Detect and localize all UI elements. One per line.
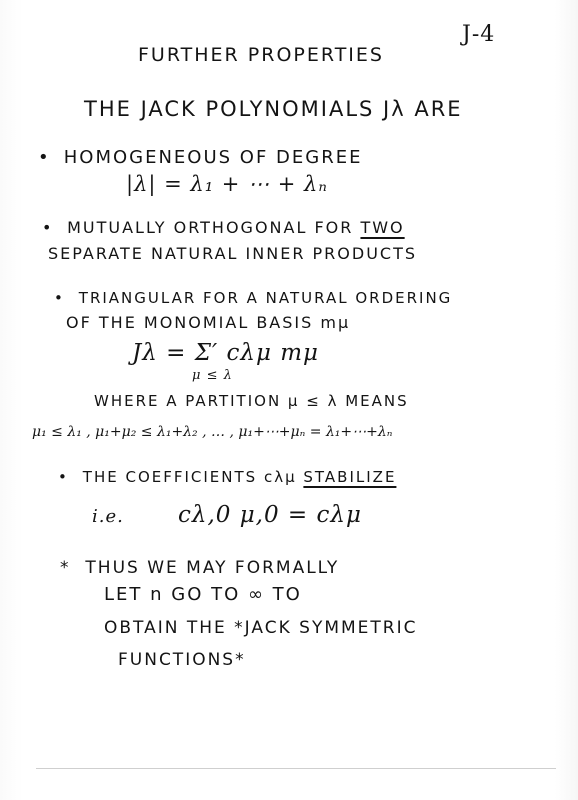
intro-line: THE JACK POLYNOMIALS Jλ ARE (84, 97, 463, 121)
homogeneous-text: HOMOGENEOUS OF DEGREE (63, 147, 363, 168)
thus-line-4: FUNCTIONS* (118, 650, 246, 670)
thus-line-3: OBTAIN THE *JACK SYMMETRIC (104, 618, 418, 638)
monomial-basis-text: OF THE MONOMIAL BASIS mμ (66, 313, 351, 332)
bullet-marker: • (38, 147, 51, 168)
bullet-coefficients (58, 468, 396, 486)
stabilize-emphasis: STABILIZE (303, 468, 397, 486)
bullet-marker: • (54, 289, 65, 307)
dominance-conditions: μ₁ ≤ λ₁ , μ₁+μ₂ ≤ λ₁+λ₂ , … , μ₁+⋯+μₙ = λ₁+⋯+λₙ (32, 424, 393, 440)
jack-expansion-formula: Jλ = Σ′ cλμ mμ (132, 340, 319, 366)
coefficients-text: THE COEFFICIENTS cλμ (82, 468, 304, 486)
stabilize-formula: cλ,0 μ,0 = cλμ (178, 502, 362, 528)
degree-formula: |λ| = λ₁ + ⋯ + λₙ (126, 172, 328, 196)
sum-index: μ ≤ λ (192, 368, 233, 383)
bullet-orthogonal (42, 218, 405, 237)
ie-label: i.e. (92, 506, 124, 527)
bullet-homogeneous (38, 147, 362, 168)
partition-definition-text: WHERE A PARTITION μ ≤ λ MEANS (94, 392, 409, 410)
orthogonal-text: MUTUALLY ORTHOGONAL FOR (67, 218, 361, 237)
bullet-marker: • (58, 468, 69, 486)
thus-line-2: LET n GO TO ∞ TO (104, 584, 302, 605)
thus-line-1: THUS WE MAY FORMALLY (85, 558, 340, 578)
bullet-triangular (54, 289, 452, 307)
bullet-marker: * (60, 558, 71, 578)
page-title: FURTHER PROPERTIES (138, 44, 384, 66)
inner-products-text: SEPARATE NATURAL INNER PRODUCTS (48, 244, 418, 263)
bullet-marker: • (42, 218, 54, 237)
page-label: J-4 (462, 22, 496, 47)
triangular-text: TRIANGULAR FOR A NATURAL ORDERING (78, 289, 453, 307)
bullet-thus (60, 558, 339, 578)
two-emphasis: TWO (360, 218, 405, 237)
page-bottom-edge (36, 768, 556, 769)
